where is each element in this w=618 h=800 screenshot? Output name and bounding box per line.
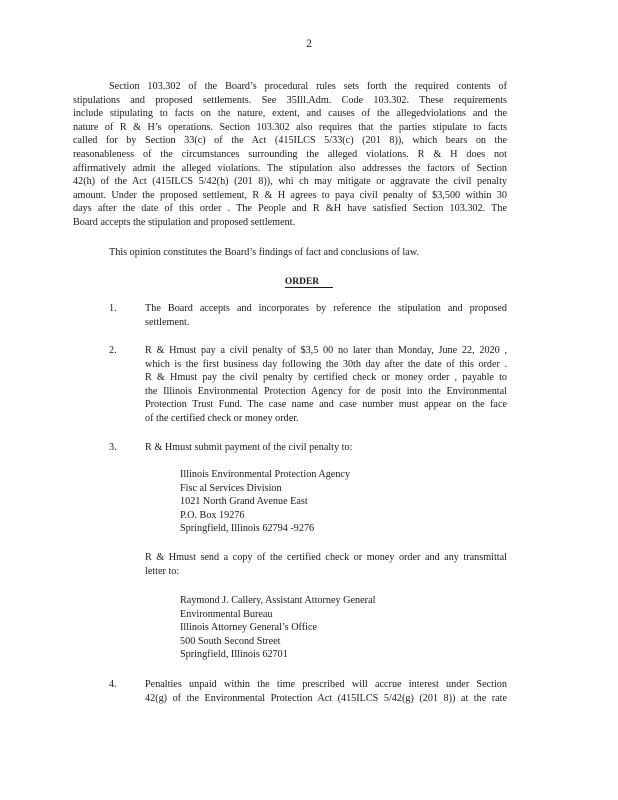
item-line: R & Hmust pay a civil penalty of $3,5 00 no later than Monday, June 22, 2020 , (145, 345, 507, 356)
paragraph-line: 42(h) of the Act (415ILCS 5/42(h) (201 8)), whi ch may mitigate or aggravate the civil penalty (73, 176, 507, 188)
order-item-number: 2. (109, 345, 117, 356)
transmittal-paragraph (145, 551, 507, 578)
agency-address (180, 468, 350, 536)
address-line: Springfield, Illinois 62794 -9276 (180, 523, 315, 535)
paragraph-line: Board accepts the stipulation and proposed settlement. (73, 216, 296, 228)
address-line: Environmental Bureau (180, 608, 273, 620)
item-line: 42(g) of the Environmental Protection Act (415ILCS 5/42(g) (201 8)) at the rate (145, 692, 507, 704)
order-item-number: 4. (109, 679, 117, 690)
paragraph-line: stipulations and proposed settlements. See 35Ill.Adm. Code 103.302. These requirements (73, 94, 507, 106)
conclusion-paragraph: This opinion constitutes the Board’s findings of fact and conclusions of law. (109, 247, 420, 258)
item-line: R & Hmust submit payment of the civil penalty to: (145, 442, 353, 453)
item-line: The Board accepts and incorporates by reference the stipulation and proposed (145, 303, 507, 314)
item-line: R & Hmust send a copy of the certified check or money order and any transmittal (145, 552, 507, 563)
stipulation-paragraph (73, 80, 507, 230)
address-line: Fisc al Services Division (180, 482, 282, 494)
item-line: the Illinois Environmental Protection Agency for de posit into the Environmental (145, 385, 507, 397)
page-number: 2 (306, 38, 312, 50)
item-line: Protection Trust Fund. The case name and case number must appear on the face (145, 399, 507, 411)
order-heading-text: ORDER (285, 277, 333, 288)
address-line: 1021 North Grand Avenue East (180, 496, 308, 508)
address-line: Illinois Environmental Protection Agency (180, 469, 351, 480)
order-heading (0, 276, 618, 290)
address-line: P.O. Box 19276 (180, 509, 245, 521)
item-line: of the certified check or money order. (145, 412, 299, 424)
address-line: 500 South Second Street (180, 635, 281, 647)
item-line: Penalties unpaid within the time prescribed will accrue interest under Section (145, 679, 507, 690)
order-item-4 (145, 678, 507, 705)
paragraph-line: Section 103.302 of the Board’s procedural rules sets forth the required contents of (109, 81, 507, 92)
order-item-number: 3. (109, 442, 117, 453)
paragraph-line: affirmatively admit the alleged violations. The stipulation also addresses the factors of Section (73, 162, 507, 174)
item-line: R & Hmust pay the civil penalty by certified check or money order , payable to (145, 372, 507, 384)
order-item-3 (145, 441, 507, 455)
paragraph-line: nature of R & H’s operations. Section 103.302 also requires that the parties stipulate to facts (73, 121, 507, 133)
order-item-2 (145, 344, 507, 426)
paragraph-line: days after the date of this order . The People and R &H have satisfied Section 103.302. The (73, 203, 507, 215)
order-item-number: 1. (109, 303, 117, 314)
paragraph-line: reasonableness of the circumstances surrounding the alleged violations. R & H does not (73, 148, 507, 160)
order-item-1 (145, 302, 507, 329)
paragraph-line: called for by Section 33(c) of the Act (415ILCS 5/33(c) (201 8)), which bears on the (73, 135, 507, 147)
attorney-address (180, 594, 375, 662)
item-line: letter to: (145, 565, 180, 577)
address-line: Illinois Attorney General’s Office (180, 622, 318, 634)
address-line: Raymond J. Callery, Assistant Attorney General (180, 595, 376, 606)
paragraph-line: amount. Under the proposed settlement, R & H agrees to paya civil penalty of $3,500 within 30 (73, 189, 507, 201)
item-line: settlement. (145, 316, 190, 328)
paragraph-line: include stipulating to facts on the nature, extent, and causes of the allegedviolations and the (73, 108, 507, 120)
item-line: which is the first business day following the 30th day after the date of this order . (145, 358, 507, 370)
address-line: Springfield, Illinois 62701 (180, 649, 288, 661)
